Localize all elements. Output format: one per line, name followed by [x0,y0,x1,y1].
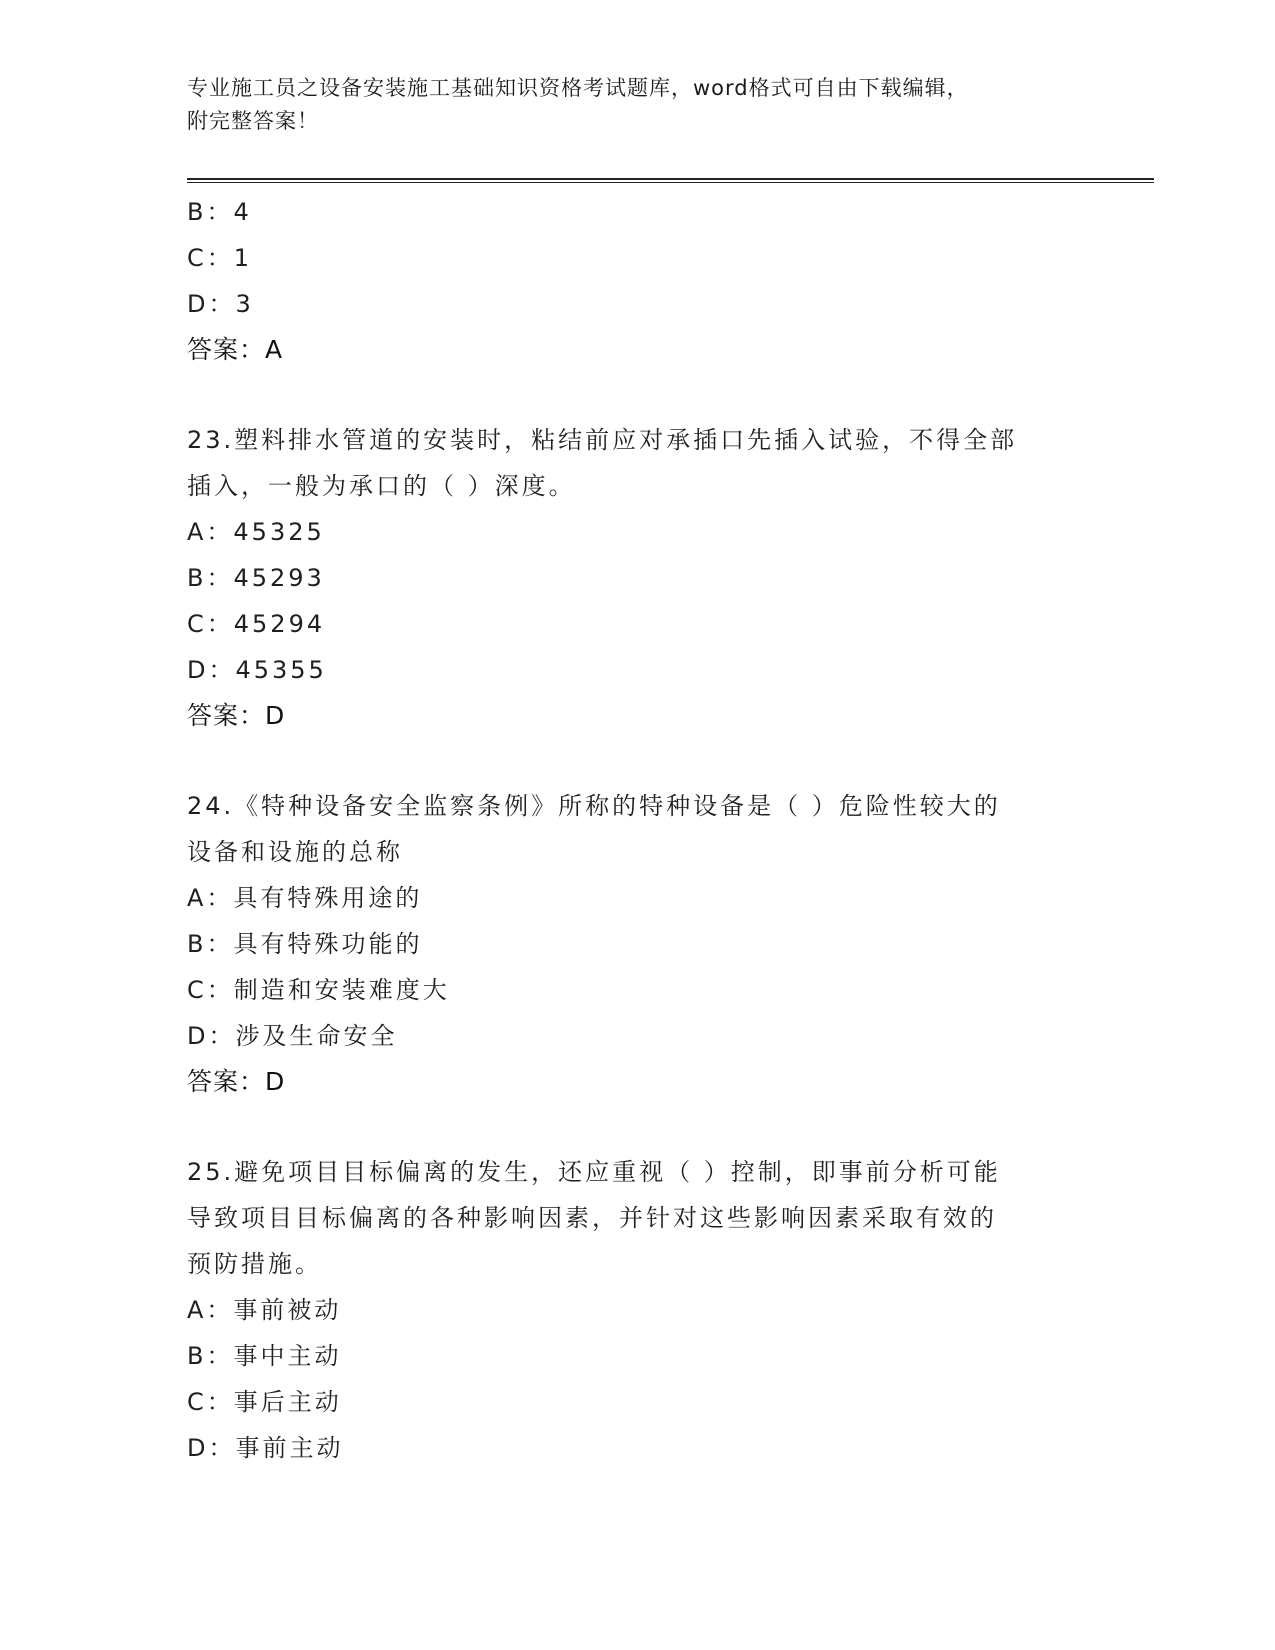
option-d: D：事前主动 [187,1434,344,1462]
question-text-line: 插入，一般为承口的（ ）深度。 [187,472,576,500]
answer: 答案：D [187,1067,286,1096]
option-d: D：涉及生命安全 [187,1022,398,1050]
question-22-tail [187,189,1087,373]
option-b: B：4 [187,198,252,226]
answer: 答案：A [187,335,284,364]
option-a: A：事前被动 [187,1296,342,1324]
option-d: D：3 [187,290,254,318]
spacer [187,373,1087,417]
option-d: D：45355 [187,656,327,684]
answer: 答案：D [187,701,286,730]
option-b: B：具有特殊功能的 [187,930,423,958]
question-25 [187,1149,1087,1471]
spacer [187,1105,1087,1149]
question-text-line: 25.避免项目目标偏离的发生，还应重视（ ）控制，即事前分析可能 [187,1158,1001,1186]
question-text-line: 设备和设施的总称 [187,838,403,866]
option-b: B：事中主动 [187,1342,342,1370]
header-line-1: 专业施工员之设备安装施工基础知识资格考试题库，word格式可自由下载编辑， [187,76,969,100]
question-text-line: 导致项目目标偏离的各种影响因素，并针对这些影响因素采取有效的 [187,1204,997,1232]
option-c: C：45294 [187,610,326,638]
option-c: C：1 [187,244,253,272]
question-24 [187,783,1087,1105]
question-text-line: 23.塑料排水管道的安装时，粘结前应对承插口先插入试验，不得全部 [187,426,1018,454]
option-b: B：45293 [187,564,325,592]
header-line-2: 附完整答案！ [187,109,319,133]
question-text-line: 24.《特种设备安全监察条例》所称的特种设备是（ ）危险性较大的 [187,792,1001,820]
option-a: A：45325 [187,518,325,546]
header-divider [187,178,1154,183]
option-c: C：制造和安装难度大 [187,976,450,1004]
question-23 [187,417,1087,739]
question-text-line: 预防措施。 [187,1250,322,1278]
question-list [187,189,1087,1471]
spacer [187,739,1087,783]
option-a: A：具有特殊用途的 [187,884,423,912]
option-c: C：事后主动 [187,1388,342,1416]
page-header [187,72,1087,138]
